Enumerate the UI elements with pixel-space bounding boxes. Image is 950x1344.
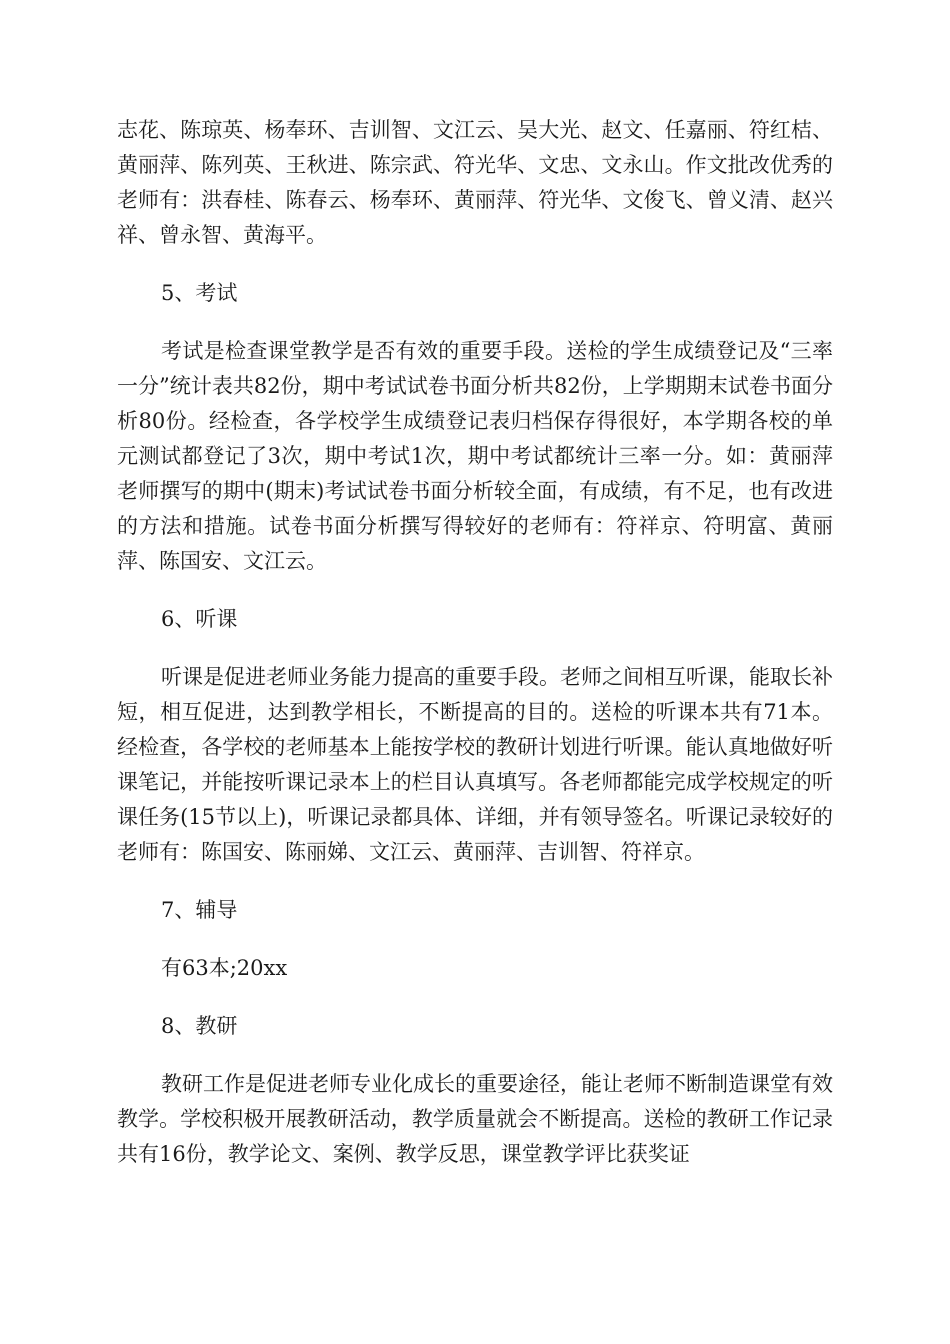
paragraph-lesson-observation: 听课是促进老师业务能力提高的重要手段。老师之间相互听课，能取长补短，相互促进，达到教学相长，不断提高的目的。送检的听课本共有71本。经检查，各学校的老师基本上能按学校的教研计划进行听课。能认真地做好听课笔记，并能按听课记录本上的栏目认真填写。各老师都能完成学校规定的听课任务(15节以上)，听课记录都具体、详细，并有领导签名。听课记录较好的老师有：陈国安、陈丽娣、文江云、黄丽萍、吉训智、符祥京。 — [117, 665, 833, 864]
section-heading-teaching-research: 8、教研 — [161, 1014, 238, 1038]
paragraph-exam: 考试是检查课堂教学是否有效的重要手段。送检的学生成绩登记及“三率一分”统计表共82份，期中考试试卷书面分析共82份，上学期期末试卷书面分析80份。经检查，各学校学生成绩登记表归档保存得很好，本学期各校的单元测试都登记了3次，期中考试1次，期中考试都统计三率一分。如：黄丽萍老师撰写的期中(期末)考试试卷书面分析较全面，有成绩，有不足，也有改进的方法和措施。试卷书面分析撰写得较好的老师有：符祥京、符明富、黄丽萍、陈国安、文江云。 — [117, 339, 833, 573]
paragraph-tutoring: 有63本;20xx — [161, 956, 288, 980]
section-heading-lesson-observation: 6、听课 — [161, 607, 238, 631]
paragraph-teaching-research: 教研工作是促进老师专业化成长的重要途径，能让老师不断制造课堂有效教学。学校积极开展教研活动，教学质量就会不断提高。送检的教研工作记录共有16份，教学论文、案例、教学反思，课堂教学评比获奖证 — [117, 1072, 833, 1166]
section-heading-tutoring: 7、辅导 — [161, 898, 238, 922]
paragraph-teacher-list: 志花、陈琼英、杨奉环、吉训智、文江云、吴大光、赵文、任嘉丽、符红桔、黄丽萍、陈列英、王秋进、陈宗武、符光华、文忠、文永山。作文批改优秀的老师有：洪春桂、陈春云、杨奉环、黄丽萍、符光华、文俊飞、曾义清、赵兴祥、曾永智、黄海平。 — [117, 118, 833, 247]
section-heading-exam: 5、考试 — [161, 281, 238, 305]
document-body — [117, 113, 833, 1195]
